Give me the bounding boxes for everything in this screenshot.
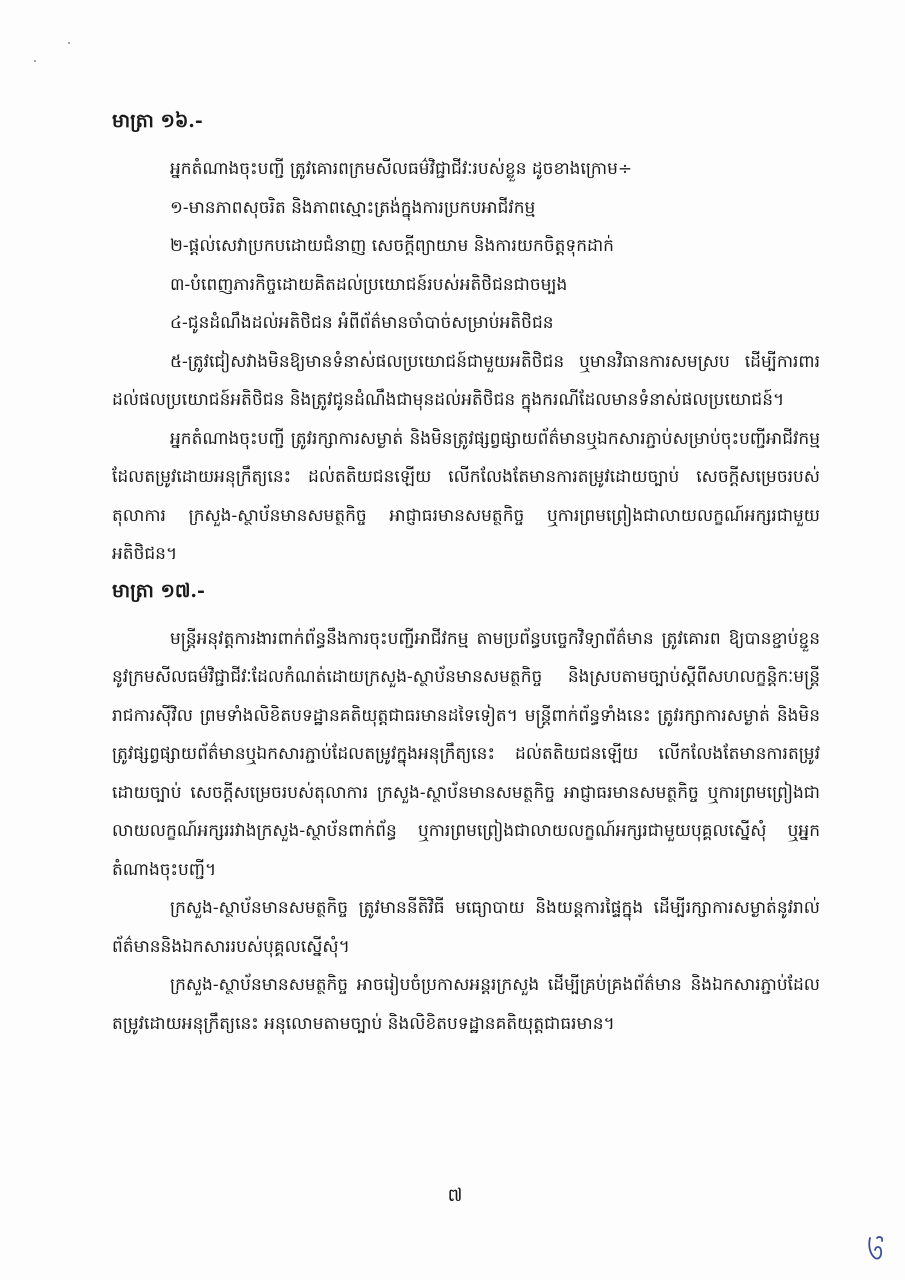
scan-speck bbox=[34, 60, 36, 62]
document-body bbox=[112, 104, 820, 1043]
article-16-item-5: ៥-ត្រូវជៀសវាងមិនឱ្យមានទំនាស់ផលប្រយោជន៍ជាមួយអតិថិជន ឬមានវិធានការសមស្រប ដើម្បីការពារដល់ផលប្រយោជន៍អតិថិជន និងត្រូវជូនដំណឹងជាមុនដល់អតិថិជន ក្នុងករណីដែលមានទំនាស់ផលប្រយោជន៍។ bbox=[112, 351, 820, 410]
article-16-item-1: ១-មានភាពសុចរិត និងភាពស្មោះត្រង់ក្នុងការប្រកបអាជីវកម្ម bbox=[170, 197, 536, 218]
scan-speck bbox=[68, 42, 70, 44]
initials-mark-icon bbox=[866, 1232, 886, 1262]
article-17-paragraph-2: ក្រសួង-ស្ថាប័នមានសមត្ថកិច្ច ត្រូវមាននីតិវិធី មធ្យោបាយ និងយន្តការផ្ទៃក្នុង ដើម្បីរក្សាការសម្ងាត់នូវរាល់ព័ត៌មាននិងឯកសាររបស់បុគ្គលស្នើសុំ។ bbox=[112, 898, 820, 957]
article-17-paragraph-1: មន្ត្រីអនុវត្តការងារពាក់ព័ន្ធនឹងការចុះបញ្ជីអាជីវកម្ម តាមប្រព័ន្ធបច្ចេកវិទ្យាព័ត៌មាន ត្រូវគោរព ឱ្យបានខ្ជាប់ខ្ជួននូវក្រមសីលធម៌វិជ្ជាជីវៈដែលកំណត់ដោយក្រសួង-ស្ថាប័នមានសមត្ថកិច្ច និងស្របតាមច្បាប់ស្តីពីសហលក្ខន្តិកៈមន្ត្រីរាជការស៊ីវិល ព្រមទាំងលិខិតបទដ្ឋានគតិយុត្តជាធរមានដទៃទៀត។ មន្ត្រីពាក់ព័ន្ធទាំងនេះ ត្រូវរក្សាការសម្ងាត់ និងមិនត្រូវផ្សព្វផ្សាយព័ត៌មានឬឯកសារភ្ជាប់ដែលតម្រូវក្នុងអនុក្រឹត្យនេះ ដល់តតិយជនឡើយ លើកលែងតែមានការតម្រូវដោយច្បាប់ សេចក្តីសម្រេចរបស់តុលាការ ក្រសួង-ស្ថាប័នមានសមត្ថកិច្ច អាជ្ញាធរមានសមត្ថកិច្ច ឬការព្រមព្រៀងជាលាយលក្ខណ៍អក្សររវាងក្រសួង-ស្ថាប័នពាក់ព័ន្ធ ឬការព្រមព្រៀងជាលាយលក្ខណ៍អក្សរជាមួយបុគ្គលស្នើសុំ ឬអ្នកតំណាងចុះបញ្ជី។ bbox=[112, 628, 820, 880]
article-16-item-4: ៤-ជូនដំណឹងដល់អតិថិជន អំពីព័ត៌មានចាំបាច់សម្រាប់អតិថិជន bbox=[170, 313, 554, 333]
article-16-heading: មាត្រា ១៦.- bbox=[112, 110, 203, 132]
article-16-paragraph-2: អ្នកតំណាងចុះបញ្ជី ត្រូវរក្សាការសម្ងាត់ និងមិនត្រូវផ្សព្វផ្សាយព័ត៌មានឬឯកសារភ្ជាប់សម្រាប់ចុះបញ្ជីអាជីវកម្មដែលតម្រូវដោយអនុក្រឹត្យនេះ ដល់តតិយជនឡើយ លើកលែងតែមានការតម្រូវដោយច្បាប់ សេចក្តីសម្រេចរបស់តុលាការ ក្រសួង-ស្ថាប័នមានសមត្ថកិច្ច អាជ្ញាធរមានសមត្ថកិច្ច ឬការព្រមព្រៀងជាលាយលក្ខណ៍អក្សរជាមួយអតិថិជន។ bbox=[112, 428, 820, 564]
article-16-intro: អ្នកតំណាងចុះបញ្ជី ត្រូវគោរពក្រមសីលធម៌វិជ្ជាជីវៈរបស់ខ្លួន ដូចខាងក្រោម÷ bbox=[170, 159, 633, 179]
article-17-heading: មាត្រា ១៧.- bbox=[112, 579, 205, 602]
article-16-item-3: ៣-បំពេញភារកិច្ចដោយគិតដល់ប្រយោជន៍របស់អតិថិជនជាចម្បង bbox=[170, 274, 568, 295]
article-17-paragraph-3: ក្រសួង-ស្ថាប័នមានសមត្ថកិច្ច អាចរៀបចំប្រកាសអន្តរក្រសួង ដើម្បីគ្រប់គ្រងព័ត៌មាន និងឯកសារភ្ជាប់ដែលតម្រូវដោយអនុក្រឹត្យនេះ អនុលោមតាមច្បាប់ និងលិខិតបទដ្ឋានគតិយុត្តជាធរមាន។ bbox=[112, 975, 820, 1034]
page-number: ៧ bbox=[447, 1185, 463, 1206]
article-16-item-2: ២-ផ្តល់សេវាប្រកបដោយជំនាញ សេចក្តីព្យាយាម និងការយកចិត្តទុកដាក់ bbox=[170, 236, 614, 256]
